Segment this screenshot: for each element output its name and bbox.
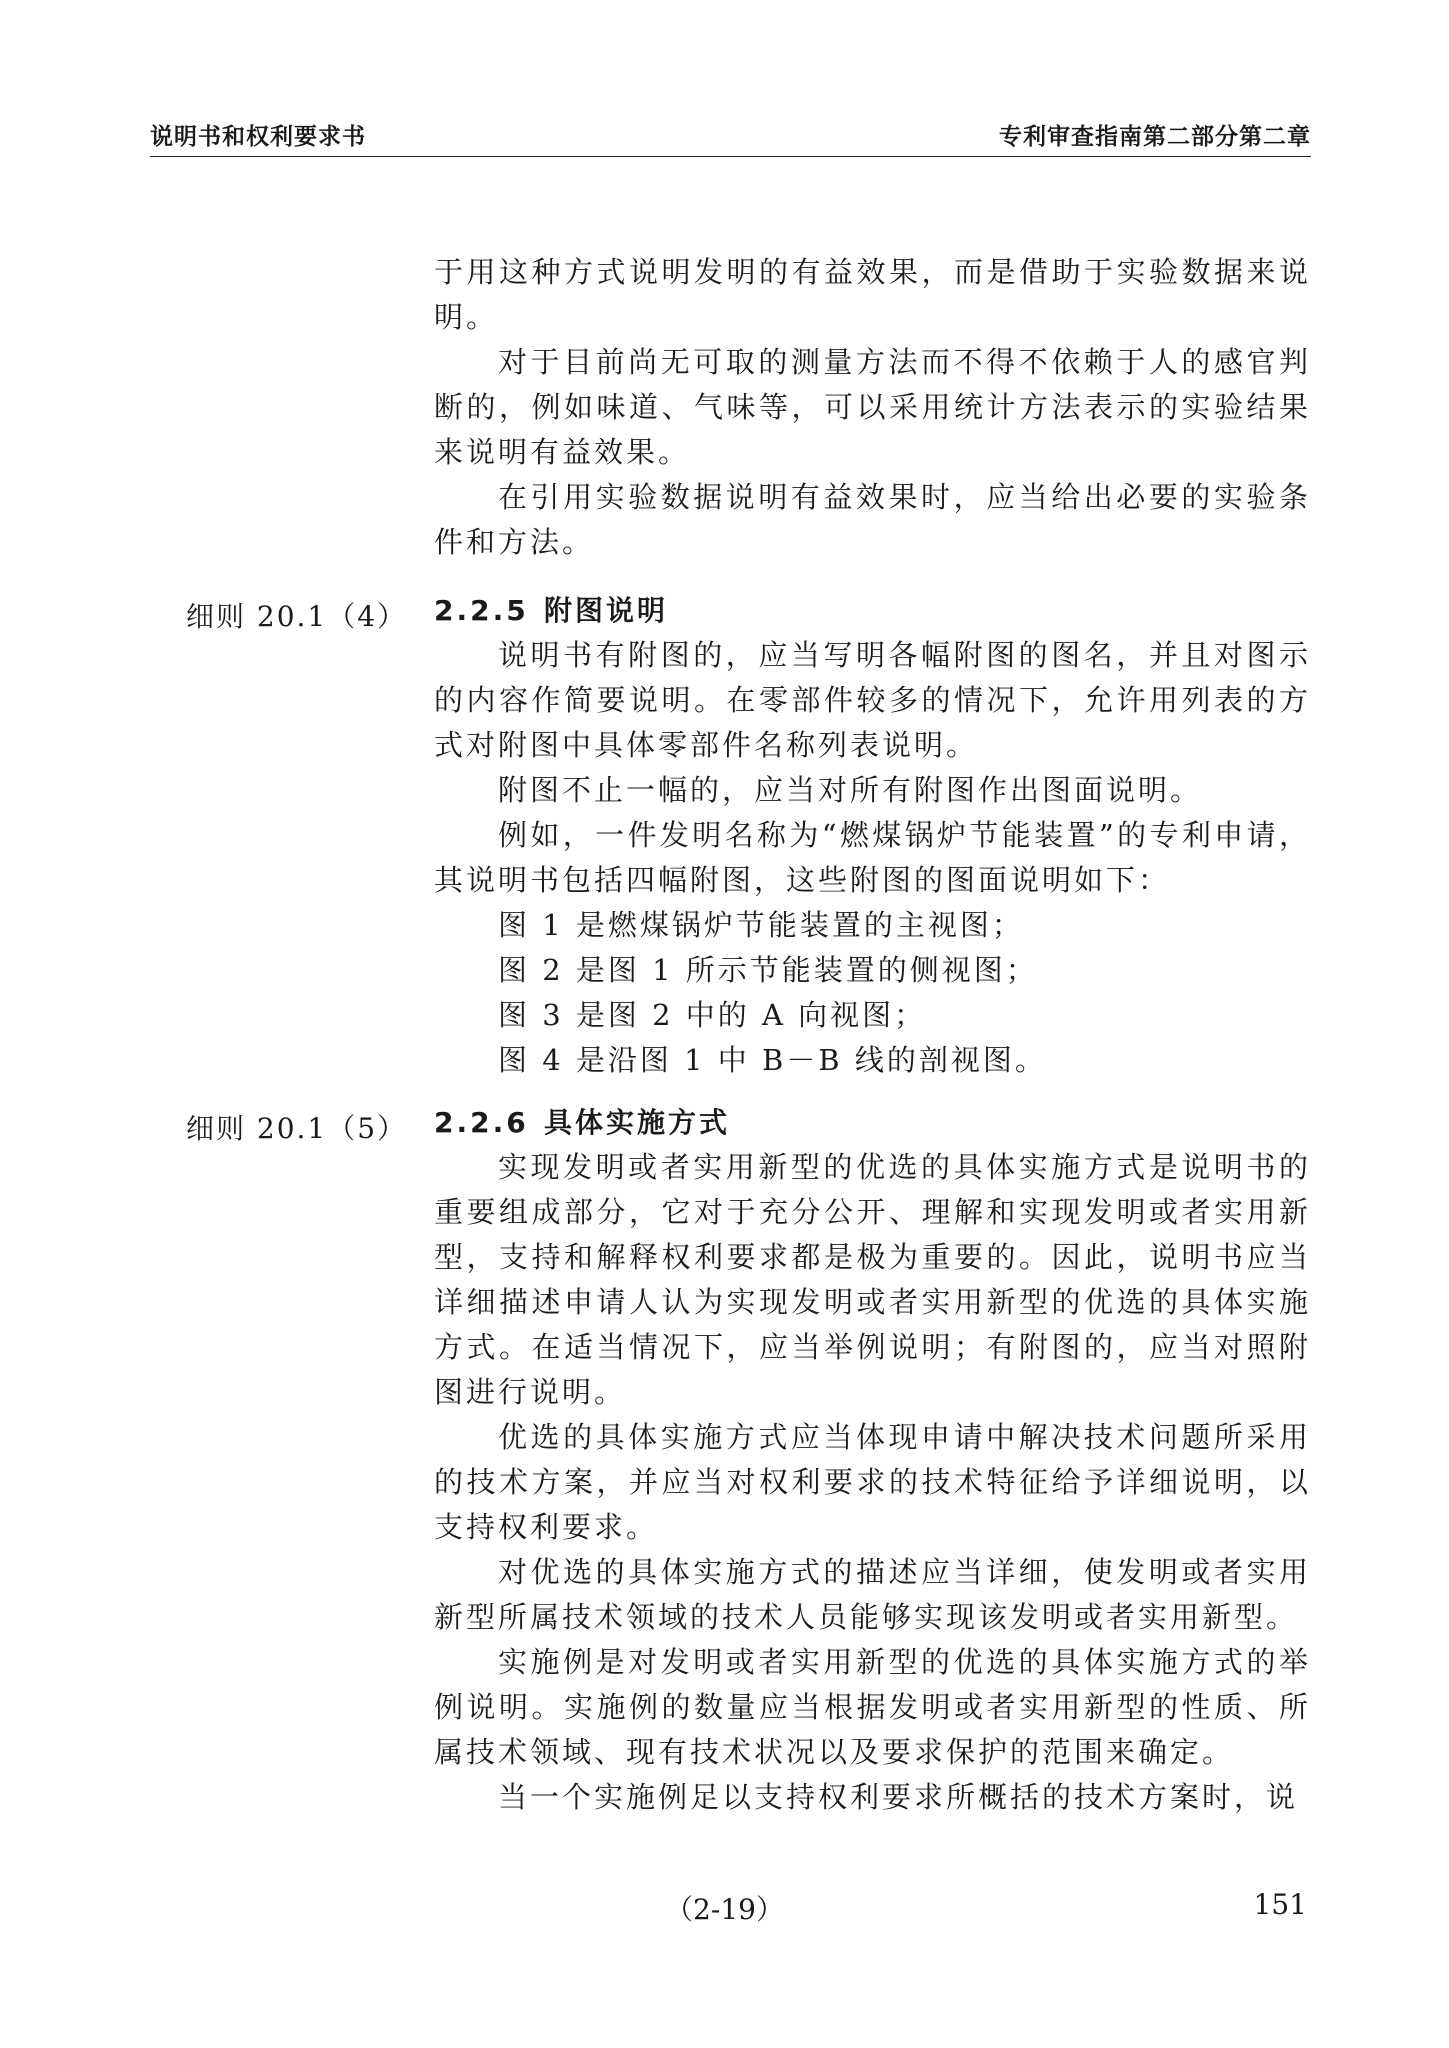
paragraph: 于用这种方式说明发明的有益效果，而是借助于实验数据来说明。 bbox=[434, 255, 1311, 334]
paragraph: 优选的具体实施方式应当体现申请中解决技术问题所采用的技术方案，并应当对权利要求的技术特征给予详细说明，以支持权利要求。 bbox=[434, 1420, 1311, 1544]
section-2-2-5 bbox=[434, 588, 1311, 1083]
footer-chapter-page: （2-19） bbox=[665, 1893, 784, 1926]
page-number: 151 bbox=[1253, 1888, 1307, 1921]
page-header-left: 说明书和权利要求书 bbox=[150, 123, 366, 150]
section-heading bbox=[434, 588, 1311, 633]
paragraph: 对于目前尚无可取的测量方法而不得不依赖于人的感官判断的，例如味道、气味等，可以采用统计方法表示的实验结果来说明有益效果。 bbox=[434, 345, 1311, 469]
top-text-block bbox=[434, 250, 1311, 565]
side-note-rule-20-1-4: 细则 20.1（4） bbox=[186, 600, 408, 633]
header-rule bbox=[150, 156, 1311, 157]
figure-caption-line: 图 1 是燃煤锅炉节能装置的主视图； bbox=[498, 908, 1024, 942]
paragraph: 例如，一件发明名称为“燃煤锅炉节能装置”的专利申请，其说明书包括四幅附图，这些附图的图面说明如下： bbox=[434, 818, 1311, 897]
paragraph: 实现发明或者实用新型的优选的具体实施方式是说明书的重要组成部分，它对于充分公开、理解和实现发明或者实用新型，支持和解释权利要求都是极为重要的。因此，说明书应当详细描述申请人认为实现发明或者实用新型的优选的具体实施方式。在适当情况下，应当举例说明；有附图的，应当对照附图进行说明。 bbox=[434, 1150, 1311, 1409]
section-heading bbox=[434, 1100, 1311, 1145]
section-title: 附图说明 bbox=[544, 594, 669, 627]
figure-caption-line: 图 2 是图 1 所示节能装置的侧视图； bbox=[498, 953, 1038, 987]
figure-caption-line: 图 3 是图 2 中的 A 向视图； bbox=[498, 998, 927, 1032]
page-header-right: 专利审查指南第二部分第二章 bbox=[999, 123, 1311, 150]
section-number: 2.2.6 bbox=[434, 1106, 529, 1139]
paragraph: 在引用实验数据说明有益效果时，应当给出必要的实验条件和方法。 bbox=[434, 480, 1311, 559]
paragraph: 说明书有附图的，应当写明各幅附图的图名，并且对图示的内容作简要说明。在零部件较多的情况下，允许用列表的方式对附图中具体零部件名称列表说明。 bbox=[434, 638, 1311, 762]
figure-caption-line: 图 4 是沿图 1 中 B－B 线的剖视图。 bbox=[498, 1043, 1047, 1077]
section-2-2-6 bbox=[434, 1100, 1311, 1820]
paragraph: 实施例是对发明或者实用新型的优选的具体实施方式的举例说明。实施例的数量应当根据发明或者实用新型的性质、所属技术领域、现有技术状况以及要求保护的范围来确定。 bbox=[434, 1645, 1311, 1769]
side-note-rule-20-1-5: 细则 20.1（5） bbox=[186, 1112, 408, 1145]
section-title: 具体实施方式 bbox=[544, 1106, 731, 1139]
section-number: 2.2.5 bbox=[434, 594, 529, 627]
paragraph: 附图不止一幅的，应当对所有附图作出图面说明。 bbox=[498, 773, 1203, 807]
paragraph: 对优选的具体实施方式的描述应当详细，使发明或者实用新型所属技术领域的技术人员能够实现该发明或者实用新型。 bbox=[434, 1555, 1311, 1634]
paragraph: 当一个实施例足以支持权利要求所概括的技术方案时，说 bbox=[498, 1780, 1299, 1814]
